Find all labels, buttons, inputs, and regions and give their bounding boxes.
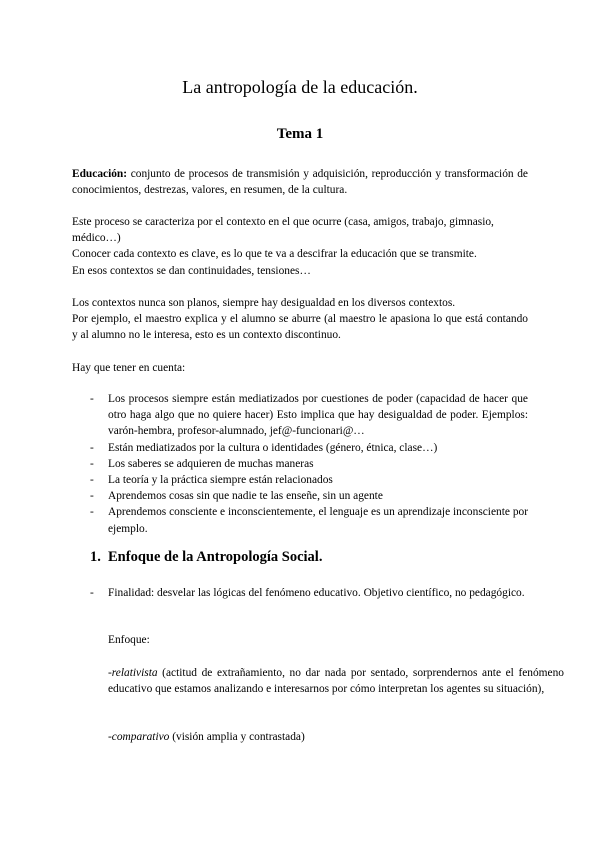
dash-bullet: -	[90, 393, 94, 405]
inequality-line: Por ejemplo, el maestro explica y el alumno se aburre (al maestro le apasiona lo que está contando y al alumno no le interesa, esto es un contexto discontinuo.	[72, 313, 528, 342]
list-item	[72, 456, 528, 472]
relativista-paragraph	[72, 665, 564, 697]
considerations-list	[72, 391, 528, 537]
consider-intro	[72, 360, 528, 376]
list-item	[72, 440, 528, 456]
comparativo-text: (visión amplia y contrastada)	[169, 731, 305, 743]
definition-term: Educación:	[72, 168, 128, 180]
list-item-text: Aprendemos consciente e inconscientemente, el lenguaje es un aprendizaje inconsciente por ejemplo.	[108, 506, 528, 535]
section-number: 1.	[90, 549, 101, 565]
list-item	[72, 391, 528, 440]
dash-bullet: -	[90, 490, 94, 503]
inequality-paragraph	[72, 295, 528, 344]
consider-intro-text: Hay que tener en cuenta:	[72, 362, 186, 374]
relativista-term: -relativista	[108, 667, 158, 679]
enfoque-label-text: Enfoque:	[108, 634, 150, 646]
document-title: La antropología de la educación.	[182, 77, 418, 97]
dash-bullet: -	[90, 587, 94, 599]
section1-body	[72, 585, 528, 601]
list-item	[72, 488, 528, 504]
relativista-text: (actitud de extrañamiento, no dar nada por sentado, sorprendernos ante el fenómeno educativo que estamos analizando e interesarnos por cómo interpretan los agentes su situación),	[108, 667, 564, 696]
list-item	[72, 472, 528, 488]
enfoque-label	[72, 632, 564, 648]
definition-text: conjunto de procesos de transmisión y adquisición, reproducción y transformación de conocimientos, destrezas, valores, en resumen, de la cultura.	[72, 168, 528, 197]
context-line: En esos contextos se dan continuidades, tensiones…	[72, 264, 311, 277]
section-heading-text: Enfoque de la Antropología Social.	[108, 549, 323, 565]
list-item-text: La teoría y la práctica siempre están relacionados	[108, 474, 333, 487]
dash-bullet: -	[90, 457, 94, 470]
document-subtitle: Tema 1	[276, 126, 324, 142]
dash-bullet: -	[90, 506, 94, 519]
definition-paragraph	[72, 166, 528, 198]
section-heading	[90, 549, 322, 566]
dash-bullet: -	[90, 441, 94, 454]
context-paragraph	[72, 214, 528, 279]
finalidad-text: Finalidad: desvelar las lógicas del fenómeno educativo. Objetivo científico, no pedagógico.	[108, 587, 525, 599]
dash-bullet: -	[90, 474, 94, 487]
inequality-line: Los contextos nunca son planos, siempre hay desigualdad en los diversos contextos.	[72, 297, 456, 309]
list-item	[72, 504, 528, 536]
list-item-text: Aprendemos cosas sin que nadie te las enseñe, sin un agente	[108, 490, 383, 503]
list-item-text: Los procesos siempre están mediatizados por cuestiones de poder (capacidad de hacer que otro haga algo que no quiere hacer) Esto implica que hay desigualdad de poder. Ejemplos: varón-hembra, profesor-alumnado, jef@-funcionari@…	[108, 393, 528, 438]
list-item-text: Los saberes se adquieren de muchas maneras	[108, 457, 314, 470]
list-item-text: Están mediatizados por la cultura o identidades (género, étnica, clase…)	[108, 441, 438, 454]
context-line: Conocer cada contexto es clave, es lo que te va a descifrar la educación que se transmite.	[72, 248, 477, 261]
context-line: Este proceso se caracteriza por el contexto en el que ocurre (casa, amigos, trabajo, gimnasio, médico…)	[72, 216, 494, 245]
comparativo-paragraph	[72, 729, 564, 745]
comparativo-term: -comparativo	[108, 731, 170, 743]
list-item	[72, 585, 528, 601]
